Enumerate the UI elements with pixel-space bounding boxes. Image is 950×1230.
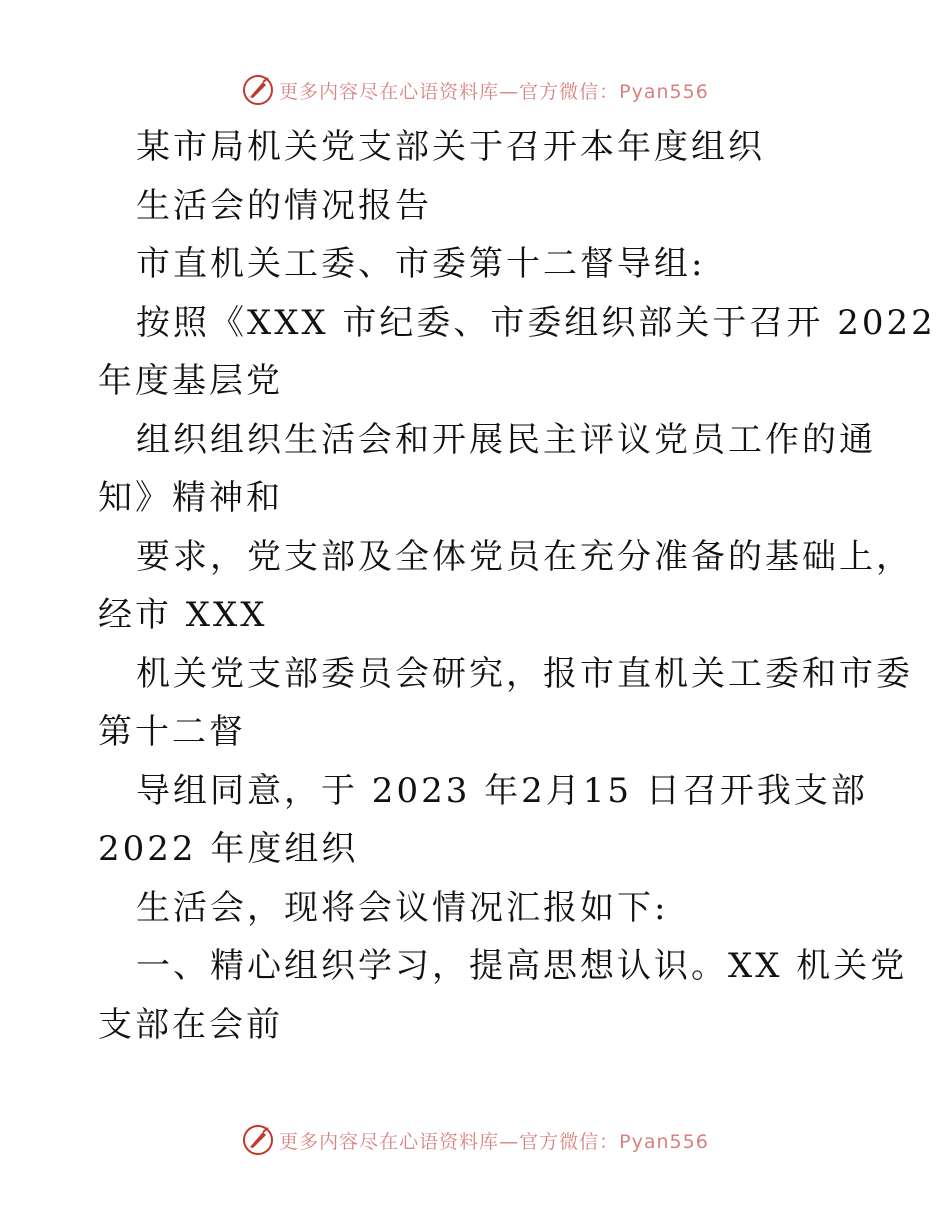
document-body [98, 118, 936, 1054]
addressee-line: 市直机关工委、市委第十二督导组: [136, 244, 706, 284]
body-line: 经市 XXX [98, 595, 268, 635]
body-line: 年度基层党 [98, 361, 283, 401]
header-watermark [0, 70, 950, 110]
watermark-text [279, 77, 709, 104]
watermark-text [279, 1127, 709, 1154]
body-line: 第十二督 [98, 712, 246, 752]
title-line-2: 生活会的情况报告 [136, 185, 432, 226]
body-line: 组织组织生活会和开展民主评议党员工作的通 [136, 419, 876, 460]
section-heading-line: 一、精心组织学习，提高思想认识。XX 机关党 [136, 946, 908, 986]
body-line: 知》精神和 [98, 478, 283, 518]
watermark-contact: 官方微信：Pyan556 [519, 1130, 709, 1153]
body-line: 2022 年度组织 [98, 829, 359, 869]
watermark-contact: 官方微信：Pyan556 [519, 80, 709, 103]
watermark-brand: 更多内容尽在心语资料库 [279, 1130, 500, 1153]
body-line: 支部在会前 [98, 1004, 283, 1045]
footer-watermark [0, 1120, 950, 1160]
feather-pen-logo-icon [241, 73, 275, 107]
watermark-brand: 更多内容尽在心语资料库 [279, 80, 500, 103]
body-line: 导组同意，于 2023 年2月15 日召开我支部 [136, 770, 868, 811]
body-line: 要求，党支部及全体党员在充分准备的基础上， [136, 536, 913, 577]
body-line: 按照《XXX 市纪委、市委组织部关于召开 2022 [136, 302, 936, 343]
watermark-dash: — [499, 80, 520, 103]
feather-pen-logo-icon [241, 1123, 275, 1157]
body-line: 机关党支部委员会研究，报市直机关工委和市委 [136, 653, 913, 694]
watermark-dash: — [499, 1130, 520, 1153]
body-line: 生活会，现将会议情况汇报如下: [136, 887, 669, 928]
title-line-1: 某市局机关党支部关于召开本年度组织 [136, 127, 765, 167]
